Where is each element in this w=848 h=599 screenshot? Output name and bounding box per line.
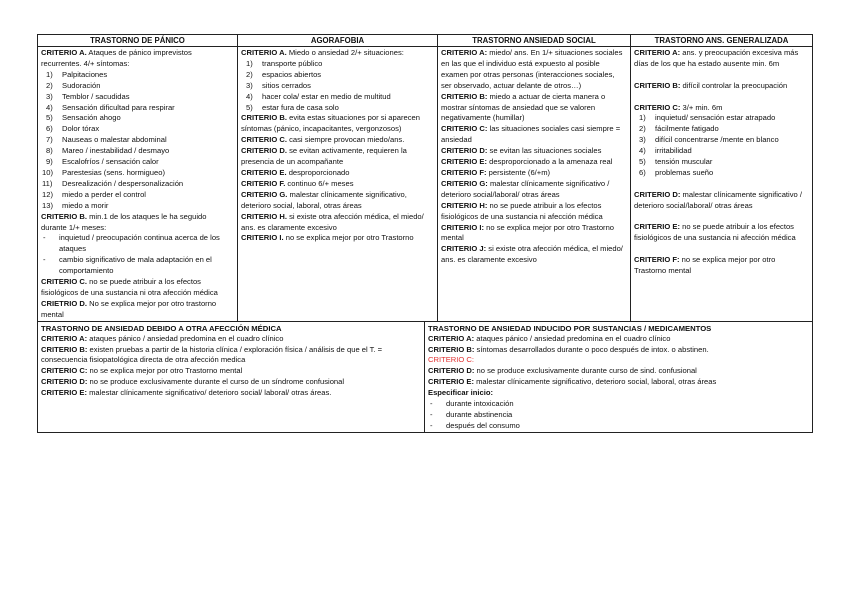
list-item: 1) inquietud/ sensación estar atrapado — [639, 113, 776, 123]
list-item: 6) problemas sueño — [639, 167, 714, 177]
cell-afeccion-medica — [38, 321, 425, 432]
panico-symptom-list — [41, 70, 234, 212]
agorafobia-criterio-c: CRITERIO C. casi siempre provocan miedo/ans. — [241, 135, 405, 145]
panico-criterio-b: CRITERIO B. min.1 de los ataques le ha seguido durante 1/+ meses: — [41, 211, 207, 232]
medica-criterio-b: CRITERIO B: existen pruebas a partir de la historia clínica / exploración física / análisis de que el T. = consecuencia fisiopatológica directa de otra afección medica — [41, 344, 383, 365]
panico-criterio-d: CRIETRIO D. No se explica mejor por otro trastorno mental — [41, 298, 217, 319]
generalizada-criterio-c: CRITERIO C: 3/+ min. 6m — [634, 102, 723, 112]
list-item: - cambio significativo de mala adaptación en el comportamiento — [43, 255, 212, 276]
sustancias-criterio-e: CRITERIO E: malestar clínicamente significativo, deterioro social, laboral, otras áreas — [428, 377, 717, 387]
social-criterio-j: CRITERIO J: si existe otra afección médica, el miedo/ ans. es claramente excesivo — [441, 244, 623, 265]
list-item: 2) Sudoración — [46, 80, 101, 90]
sustancias-specify-label: Especificar inicio: — [428, 388, 493, 398]
list-item: 3) difícil concentrarse /mente en blanco — [639, 135, 779, 145]
social-criterio-c: CRITERIO C: las situaciones sociales casi siempre = ansiedad — [441, 124, 621, 145]
sustancias-criterio-a: CRITERIO A: ataques pánico / ansiedad predomina en el cuadro clínico — [428, 333, 671, 343]
list-item: - después del consumo — [430, 420, 520, 430]
generalizada-symptom-list — [634, 113, 809, 178]
header-ansiedad-generalizada: TRASTORNO ANS. GENERALIZADA — [631, 35, 813, 47]
list-item: 2) espacios abiertos — [246, 69, 322, 79]
cell-agorafobia — [238, 47, 438, 322]
generalizada-criterio-f: CRITERIO F: no se explica mejor por otro Trastorno mental — [634, 255, 776, 276]
agorafobia-criterio-b: CRITERIO B. evita estas situaciones por si aparecen síntomas (pánico, incapacitantes, vergonzosos) — [241, 113, 420, 134]
generalizada-criterio-e: CRITERIO E: no se puede atribuir a los efectos fisiológicos de una sustancia ni afección médica — [634, 222, 796, 243]
generalizada-criterio-b: CRITERIO B: difícil controlar la preocupación — [634, 80, 788, 90]
list-item: 5) tensión muscular — [639, 157, 713, 167]
agorafobia-criterio-g: CRITERIO G. malestar clínicamente significativo, deterioro social, laboral, otras áreas — [241, 189, 407, 210]
list-item: 4) irritabilidad — [639, 146, 692, 156]
agorafobia-criterio-d: CRITERIO D. se evitan activamente, requieren la presencia de un acompañante — [241, 146, 407, 167]
social-criterio-h: CRITERIO H: no se puede atribuir a los efectos fisiológicos de una sustancia ni afección médica — [441, 200, 603, 221]
header-agorafobia: AGORAFOBIA — [238, 35, 438, 47]
agorafobia-criterio-f: CRITERIO F. continuo 6/+ meses — [241, 178, 354, 188]
cell-ansiedad-generalizada — [631, 47, 813, 322]
list-item: 3) sitios cerrados — [246, 80, 311, 90]
list-item: - durante intoxicación — [430, 399, 514, 409]
sustancias-criterio-c: CRITERIO C: — [428, 355, 474, 365]
list-item: 8) Mareo / inestabilidad / desmayo — [46, 146, 170, 156]
medica-criterio-d: CRITERIO D: no se produce exclusivamente durante el curso de un síndrome confusional — [41, 377, 345, 387]
agorafobia-criterio-i: CRITERIO I. no se explica mejor por otro Trastorno — [241, 233, 414, 243]
social-criterio-a: CRITERIO A: miedo/ ans. En 1/+ situaciones sociales en las que el individuo está expuesto al posible examen por otras personas (interacciones sociales, ser observado, actuar delante de otros…) — [441, 48, 623, 90]
top-criteria-table — [37, 34, 813, 322]
header-row — [38, 35, 813, 47]
social-criterio-i: CRITERIO I: no se explica mejor por otro Trastorno mental — [441, 222, 615, 243]
medica-criterio-e: CRITERIO E: malestar clínicamente significativo/ deterioro social/ laboral/ otras áreas. — [41, 388, 332, 398]
panico-criterio-c: CRITERIO C. no se puede atribuir a los efectos fisiológicos de una sustancia ni otra afección médica — [41, 277, 218, 297]
list-item: 5) estar fura de casa solo — [246, 102, 339, 112]
social-criterio-e: CRITERIO E: desproporcionado a la amenaza real — [441, 157, 613, 167]
bottom-criteria-table — [37, 321, 813, 433]
medica-criterio-a: CRITERIO A: ataques pánico / ansiedad predomina en el cuadro clínico — [41, 333, 284, 343]
list-item: 6) Dolor tórax — [46, 124, 100, 134]
generalizada-criterio-a: CRITERIO A: ans. y preocupación excesiva más días de los que ha estado ausente min. 6m — [634, 48, 799, 68]
list-item: 10) Parestesias (sens. hormigueo) — [42, 167, 165, 177]
social-criterio-b: CRITERIO B: miedo a actuar de cierta manera o mostrar síntomas de ansiedad que se valoren negativamente (humillar) — [441, 91, 606, 123]
header-ansiedad-social: TRASTORNO ANSIEDAD SOCIAL — [438, 35, 631, 47]
list-item: 5) Sensación ahogo — [46, 113, 121, 123]
sustancias-title: TRASTORNO DE ANSIEDAD INDUCIDO POR SUSTANCIAS / MEDICAMENTOS — [428, 323, 712, 333]
social-criterio-d: CRITERIO D: se evitan las situaciones sociales — [441, 146, 602, 156]
agorafobia-criterio-h: CRITERIO H. si existe otra afección médica, el miedo/ ans. es claramente excesivo — [241, 211, 424, 232]
list-item: 1) transporte público — [246, 58, 323, 68]
generalizada-criterio-d: CRITERIO D: malestar clínicamente significativo / deterioro social/laboral/ otras áreas — [634, 189, 802, 210]
panico-criterio-a: CRITERIO A. Ataques de pánico imprevistos recurrentes. 4/+ síntomas: — [41, 48, 192, 68]
cell-ansiedad-social — [438, 47, 631, 322]
list-item: 4) hacer cola/ estar en medio de multitud — [246, 91, 391, 101]
bottom-row — [38, 321, 813, 432]
agorafobia-situation-list — [241, 59, 434, 114]
medica-criterio-c: CRITERIO C: no se explica mejor por otro Trastorno mental — [41, 366, 243, 376]
list-item: 3) Temblor / sacudidas — [46, 91, 130, 101]
sustancias-criterio-b: CRITERIO B: síntomas desarrollados durante o poco después de intox. o abstinen. — [428, 344, 709, 354]
list-item: 2) fácilmente fatigado — [639, 124, 719, 134]
list-item: 1) Palpitaciones — [46, 69, 108, 79]
list-item: 9) Escalofríos / sensación calor — [46, 157, 159, 167]
sustancias-specify-list — [428, 399, 809, 432]
list-item: 11) Desrealización / despersonalización — [42, 178, 184, 188]
list-item: 4) Sensación dificultad para respirar — [46, 102, 175, 112]
list-item: 13) miedo a morir — [42, 200, 109, 210]
list-item: 7) Nauseas o malestar abdominal — [46, 135, 167, 145]
panico-b-list — [41, 233, 234, 277]
list-item: - durante abstinencia — [430, 410, 513, 419]
criteria-document — [37, 34, 812, 433]
agorafobia-criterio-e: CRITERIO E. desproporcionado — [241, 167, 350, 177]
agorafobia-criterio-a: CRITERIO A. Miedo o ansiedad 2/+ situaciones: — [241, 48, 404, 57]
social-criterio-g: CRITERIO G: malestar clínicamente significativo / deterioro social/laboral/ otras áreas — [441, 178, 610, 199]
list-item: 12) miedo a perder el control — [42, 189, 146, 199]
header-panico: TRASTORNO DE PÁNICO — [38, 35, 238, 47]
social-criterio-f: CRITERIO F: persistente (6/+m) — [441, 167, 551, 177]
medica-title: TRASTORNO DE ANSIEDAD DEBIDO A OTRA AFECCIÓN MÉDICA — [41, 323, 282, 333]
cell-sustancias — [425, 321, 813, 432]
criteria-row — [38, 47, 813, 322]
list-item: - inquietud / preocupación continua acerca de los ataques — [43, 233, 220, 254]
cell-panico — [38, 47, 238, 322]
sustancias-criterio-d: CRITERIO D: no se produce exclusivamente durante curso de sind. confusional — [428, 366, 697, 376]
